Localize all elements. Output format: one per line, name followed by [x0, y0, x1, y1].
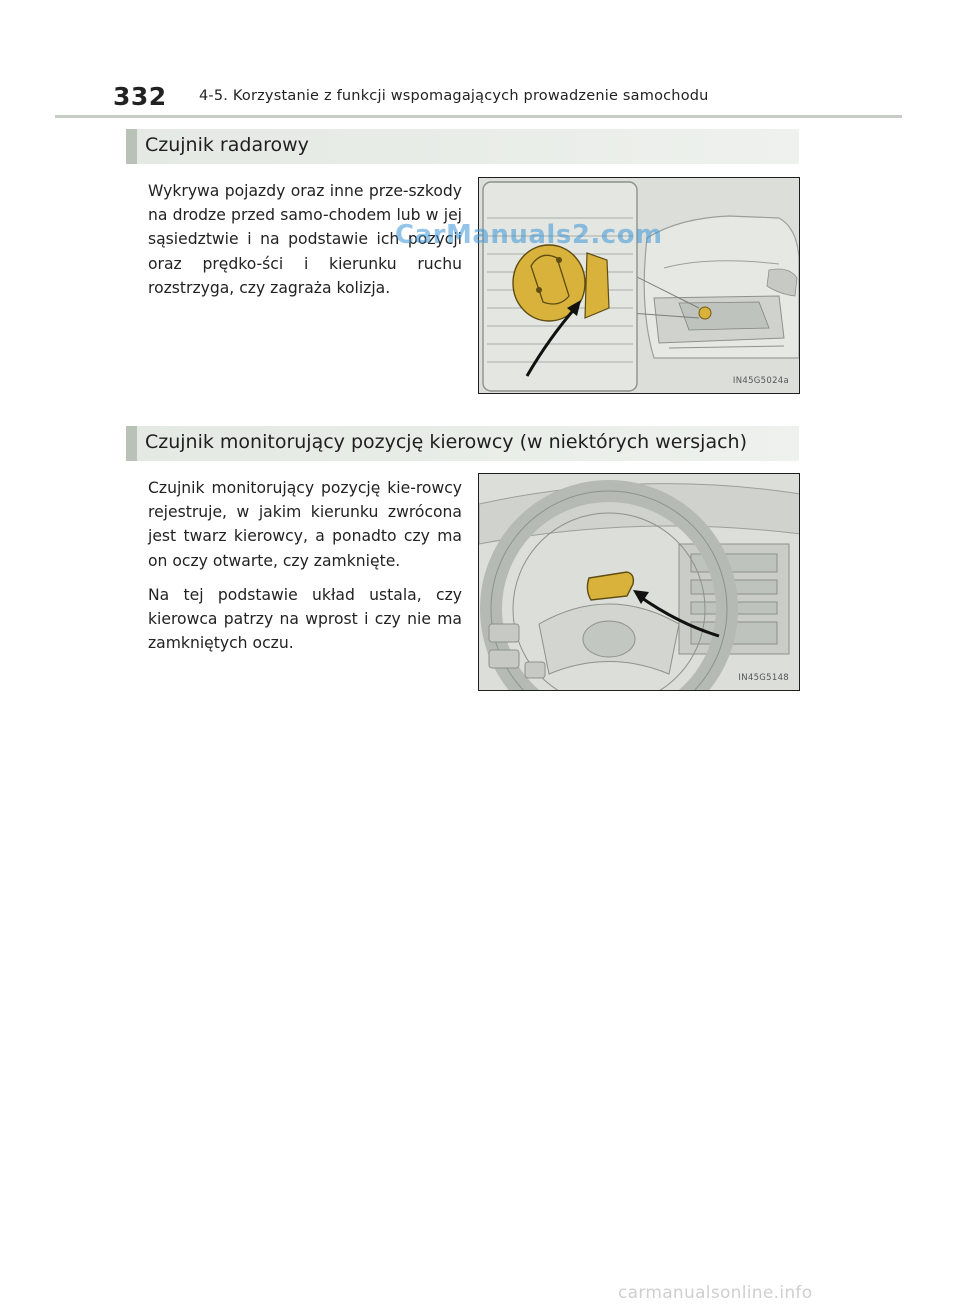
page-header	[103, 80, 903, 116]
section-title: Czujnik monitorujący pozycję kierowcy (w niektórych wersjach)	[145, 431, 747, 453]
driver-monitor-illustration	[479, 474, 800, 691]
watermark-logo: CarManuals2.com	[395, 220, 663, 250]
driver-monitor-figure	[478, 473, 800, 691]
paragraph: Czujnik monitorujący pozycję kie-rowcy rejestruje, w jakim kierunku zwrócona jest twarz kierowcy, a ponadto czy ma on oczy otwarte, czy zamknięte.	[148, 479, 462, 570]
section-heading-driver-monitor	[126, 426, 799, 461]
page-number: 332	[113, 82, 167, 111]
figure-code: IN45G5148	[738, 673, 789, 683]
radar-sensor-illustration	[479, 178, 800, 394]
header-rule	[55, 115, 902, 118]
figure-code: IN45G5024a	[732, 376, 789, 386]
radar-sensor-figure	[478, 177, 800, 394]
chapter-title: 4-5. Korzystanie z funkcji wspomagających prowadzenie samochodu	[199, 88, 709, 104]
footer-watermark: carmanualsonline.info	[618, 1283, 813, 1303]
section-title: Czujnik radarowy	[145, 134, 309, 156]
section-heading-radar	[126, 129, 799, 164]
paragraph: Na tej podstawie układ ustala, czy kierowca patrzy na wprost i czy nie ma zamkniętych oczu.	[148, 585, 462, 653]
paragraph: Wykrywa pojazdy oraz inne prze-szkody na drodze przed samo-chodem lub w jej sąsiedztwie i na podstawie ich pozycji oraz prędko-ści i kierunku ruchu rozstrzyga, czy zagraża kolizja.	[148, 182, 462, 297]
section-body-driver-monitor	[148, 476, 462, 665]
